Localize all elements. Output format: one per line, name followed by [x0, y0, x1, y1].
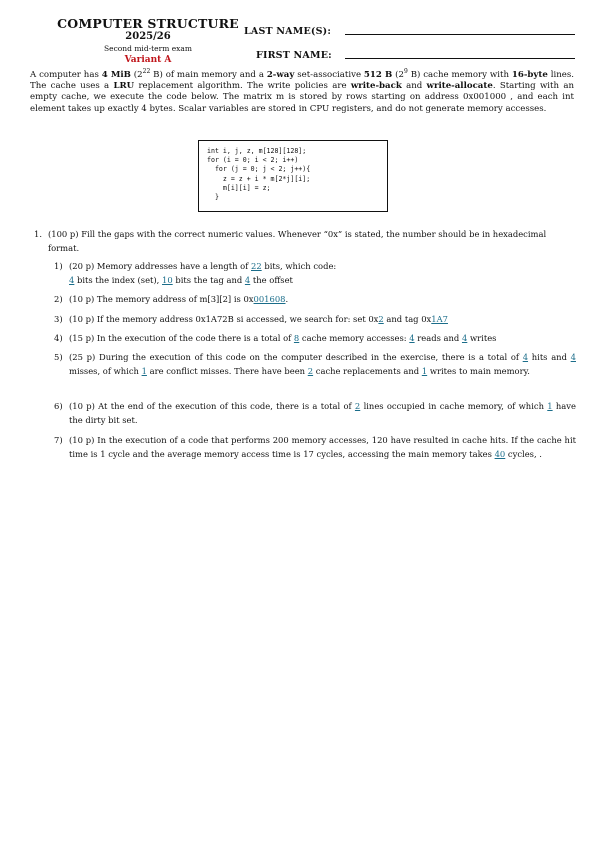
answer-tag-bits[interactable]: 10 — [162, 275, 173, 285]
last-name-label: LAST NAME(S): — [244, 26, 332, 37]
code-line: for (j = 0; j < 2; j++){ — [207, 165, 311, 174]
answer-index-bits[interactable]: 4 — [69, 275, 75, 285]
code-line: z = z + i * m[2*j][i]; — [207, 174, 311, 183]
subquestion-number: 5) — [54, 352, 63, 362]
answer-dirty-lines[interactable]: 1 — [547, 401, 553, 411]
answer-memory-cycles[interactable]: 40 — [494, 449, 506, 459]
subquestion-5: 5) (25 p) During the execution of this code on the computer described in the exercise, there is a total of 4 hits and 4 misses, of which 1 are conflict misses. There have been 2 cache replacements and 1 writes to main memory. — [54, 352, 576, 376]
answer-lines-occupied[interactable]: 2 — [354, 401, 361, 411]
answer-tag[interactable]: 1A7 — [431, 314, 448, 324]
subquestion-1: 1) (20 p) Memory addresses have a length of 22 bits, which code: 4 bits the index (set), 10 bits the tag and 4 the offset — [54, 261, 337, 285]
subquestion-number: 6) — [54, 401, 63, 411]
answer-memory-address[interactable]: 001608 — [253, 294, 286, 304]
answer-replacements[interactable]: 2 — [307, 366, 314, 376]
answer-conflict-misses[interactable]: 1 — [141, 366, 147, 376]
answer-address-bits[interactable]: 22 — [251, 261, 262, 271]
code-line: for (i = 0; i < 2; i++) — [207, 156, 299, 165]
code-line: int i, j, z, m[128][128]; — [207, 147, 307, 155]
subquestion-2: 2) (10 p) The memory address of m[3][2] is 0x001608. — [54, 294, 289, 304]
last-name-field[interactable] — [345, 34, 575, 35]
exam-variant: Variant A — [124, 55, 172, 65]
answer-misses[interactable]: 4 — [570, 352, 576, 362]
course-title: COMPUTER STRUCTURE — [57, 16, 239, 31]
subquestion-7: 7) (10 p) In the execution of a code that performs 200 memory accesses, 120 have resulted in cache hits. If the cache hit time is 1 cycle and the average memory access time is 17 cycles, accessing the main memory takes 40 cycles, . — [54, 435, 576, 459]
subquestion-number: 1) — [54, 261, 63, 271]
subquestion-number: 3) — [54, 314, 63, 324]
answer-hits[interactable]: 4 — [522, 352, 529, 362]
question-text: (100 p) Fill the gaps with the correct numeric values. Whenever “0x” is stated, the number should be in hexadecimal format. — [48, 229, 547, 253]
subquestion-number: 7) — [54, 435, 63, 445]
subquestion-number: 2) — [54, 294, 63, 304]
academic-year: 2025/26 — [125, 31, 171, 42]
answer-writes[interactable]: 4 — [461, 333, 468, 343]
code-listing — [207, 147, 310, 202]
answer-memory-writes[interactable]: 1 — [421, 366, 428, 376]
answer-set[interactable]: 2 — [378, 314, 384, 324]
first-name-field[interactable] — [345, 58, 575, 59]
problem-statement: A computer has 4 MiB ($2^{22}$ B) of main memory and a 2-way set-associative 512 B ($2^9$ B) cache memory with 16-byte lines. The cache uses a LRU replacement algorithm. The write policies are write-back and write-allocate. Starting with an empty cache, we execute the code below. The matrix m is stored by rows starting on address 0x001000 , and each int element takes up exactly 4 bytes. Scalar variables are stored in CPU registers, and do not generate memory accesses. — [30, 68, 574, 114]
subquestion-3: 3) (10 p) If the memory address 0x1A72B si accessed, we search for: set 0x2 and tag 0x1A7 — [54, 314, 448, 324]
question-number: 1. — [34, 229, 42, 239]
subquestion-number: 4) — [54, 333, 63, 343]
exam-name: Second mid-term exam — [104, 44, 192, 53]
answer-total-accesses[interactable]: 8 — [293, 333, 300, 343]
subquestion-6: 6) (10 p) At the end of the execution of this code, there is a total of 2 lines occupied in cache memory, of which 1 have the dirty bit set. — [54, 401, 576, 425]
subquestion-4: 4) (15 p) In the execution of the code there is a total of 8 cache memory accesses: 4 reads and 4 writes — [54, 333, 497, 343]
code-line: m[i][i] = z; — [207, 183, 271, 192]
code-line: } — [207, 193, 219, 202]
answer-reads[interactable]: 4 — [409, 333, 415, 343]
first-name-label: FIRST NAME: — [256, 50, 332, 61]
answer-offset-bits[interactable]: 4 — [244, 275, 251, 285]
